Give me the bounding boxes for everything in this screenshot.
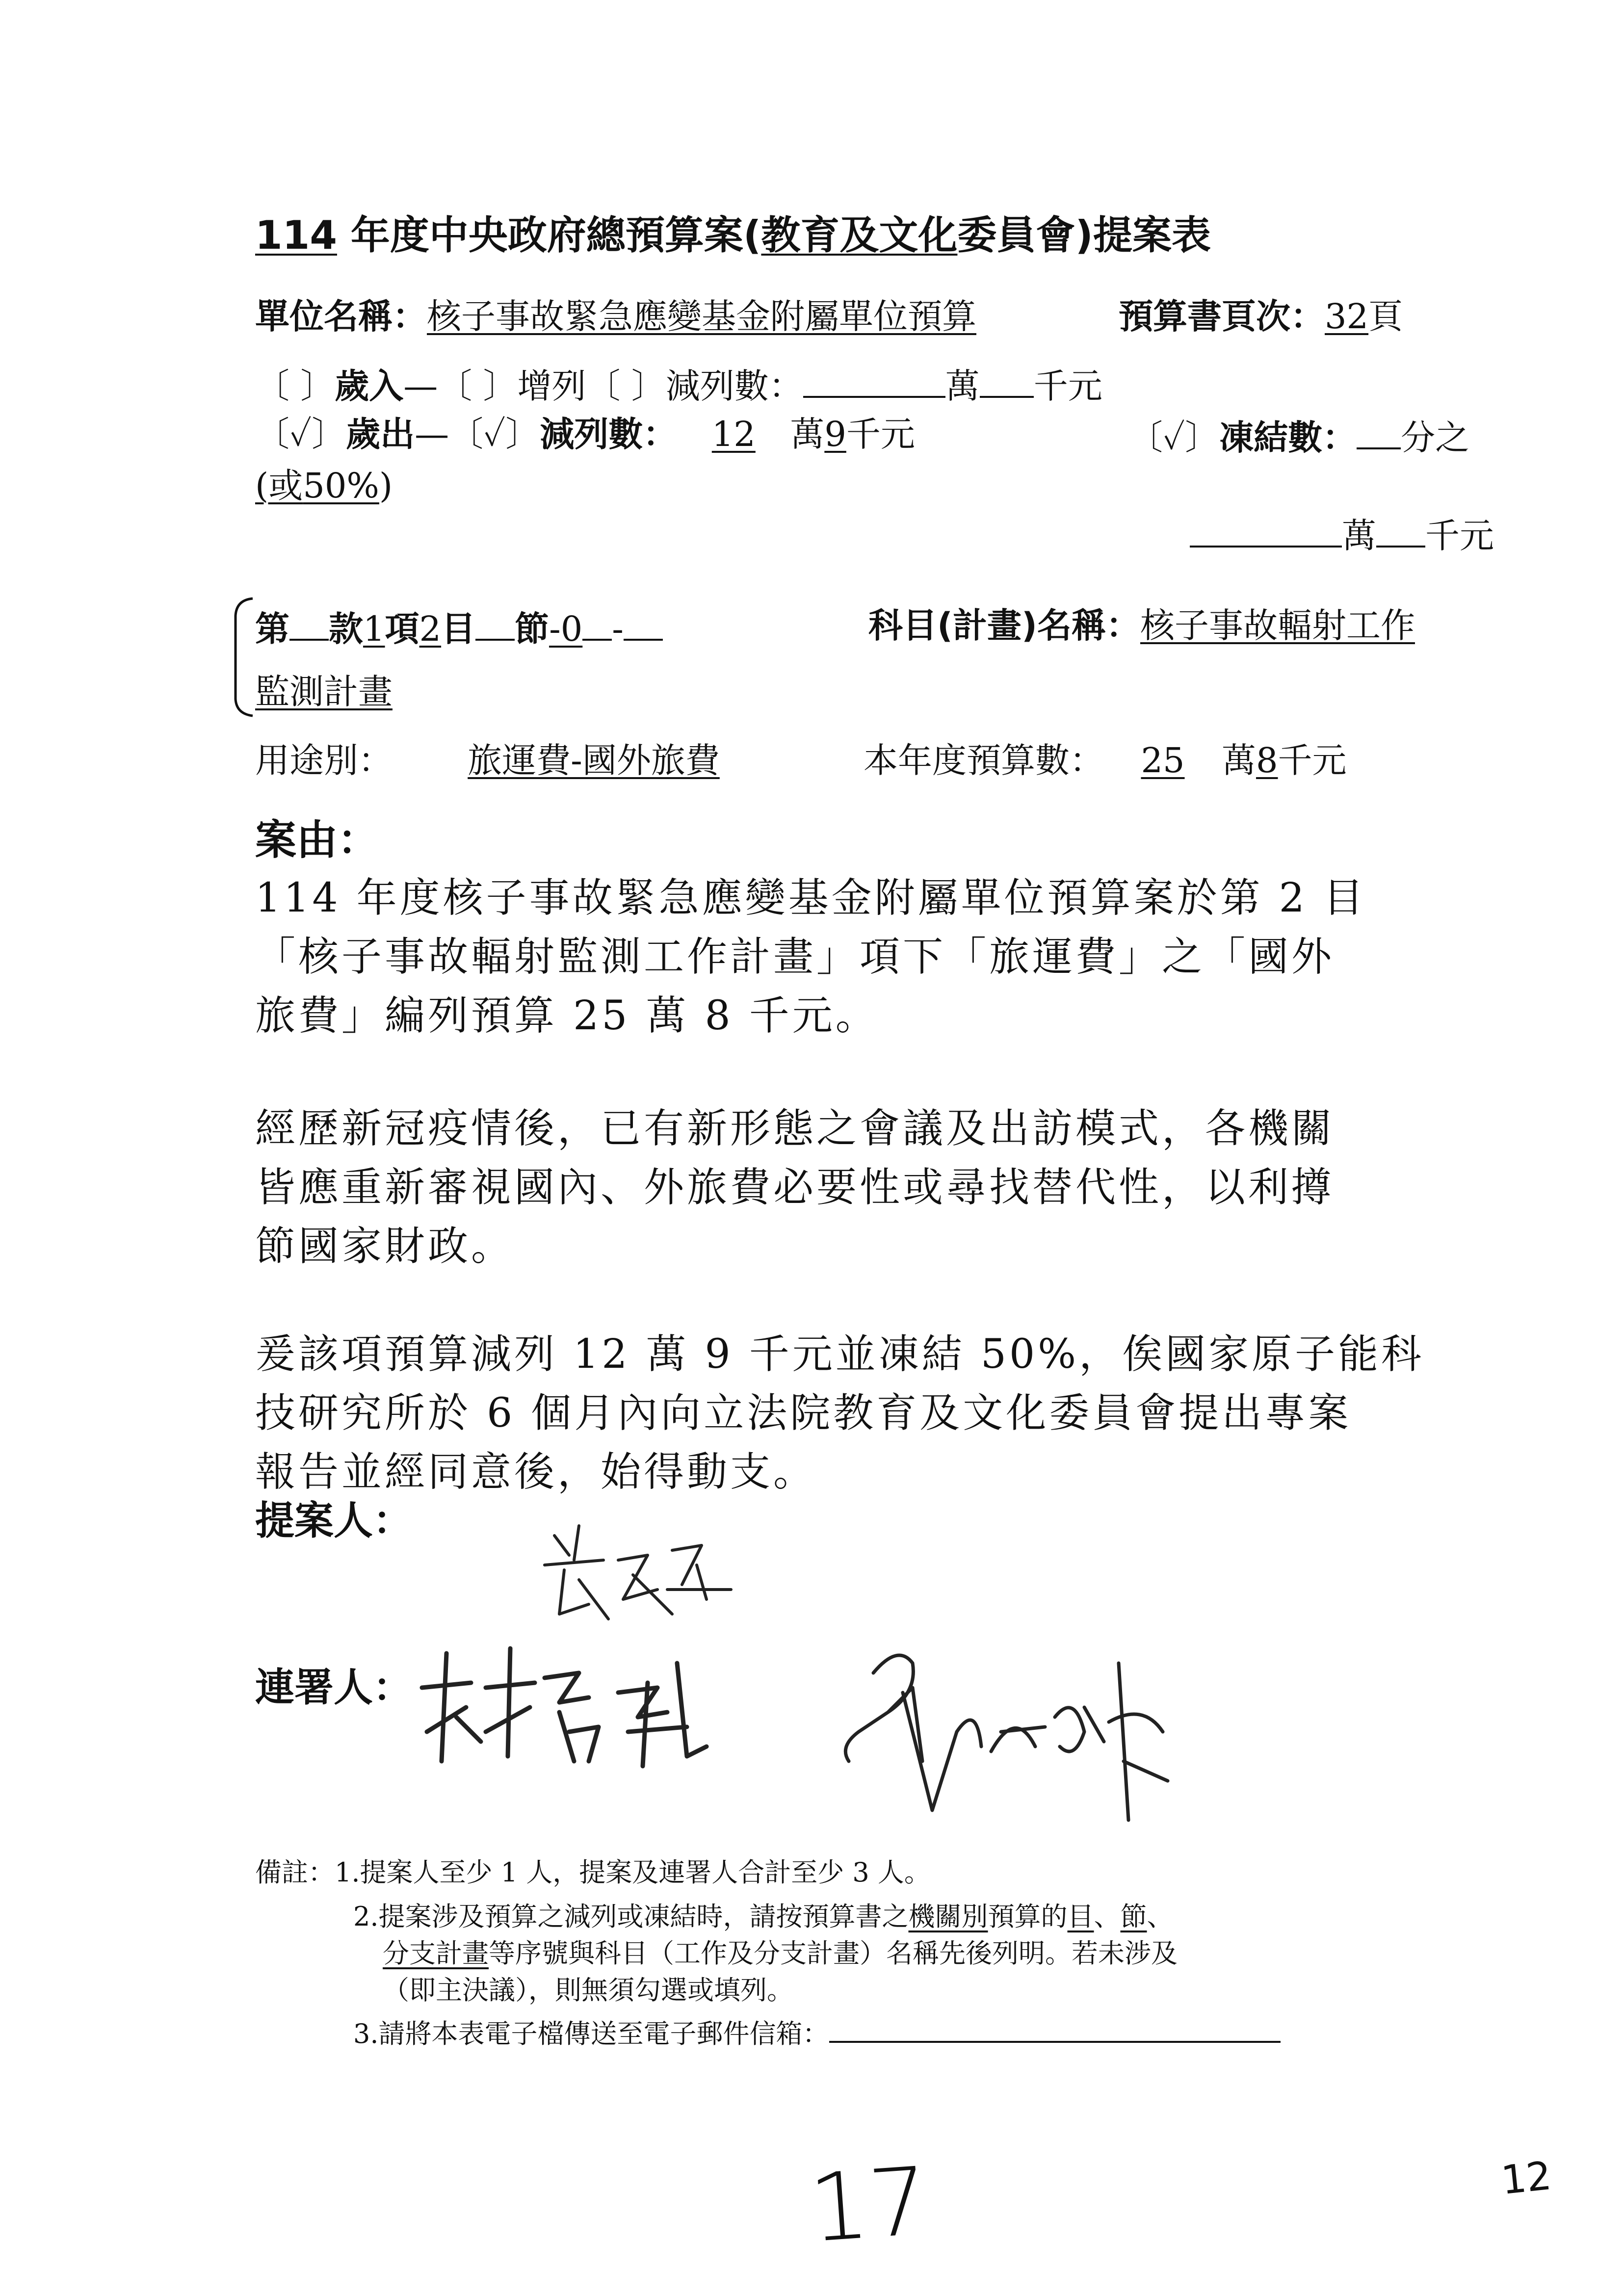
note-2-sep2: 、	[1147, 1901, 1174, 1932]
dash: -	[612, 609, 624, 649]
fraction-label: 分之	[1401, 417, 1470, 458]
subject-value: 核子事故輻射工作	[1140, 605, 1415, 646]
kuan-suffix: 款	[329, 609, 363, 649]
page-ref-label: 預算書頁次：	[1119, 296, 1325, 337]
email-blank	[829, 2016, 1281, 2043]
jie-number: -0	[549, 609, 583, 649]
title-text: 年度中央政府總預算案(	[337, 212, 761, 258]
page-ref-value: 32	[1325, 296, 1369, 337]
note-2-text3: 等序號與科目（工作及分支計畫）名稱先後列明。若未涉及	[489, 1938, 1178, 1969]
revenue-qian-blank	[980, 365, 1034, 398]
revenue-line	[255, 365, 1102, 406]
freeze-ratio-line	[255, 466, 393, 506]
subject-line-2	[255, 672, 442, 712]
para3-line3: 報告並經同意後，始得動支。	[255, 1449, 817, 1495]
xiang-number: 1	[363, 609, 385, 649]
revenue-label: 歲入	[335, 366, 404, 406]
subject-line	[868, 605, 1415, 646]
reason-title: 案由：	[255, 816, 379, 864]
expense-checkbox: 〔✓〕	[255, 414, 346, 454]
freeze-ratio-close: )	[379, 466, 393, 506]
notes-line2	[353, 1901, 1174, 1932]
freeze-amount-line	[1190, 515, 1494, 556]
freeze-ratio-value: 50%	[303, 466, 379, 506]
item-bracket	[226, 596, 255, 719]
decrease-qian-value: 9	[824, 414, 846, 454]
freeze-blank	[1357, 417, 1401, 449]
unit-value: 核子事故緊急應變基金附屬單位預算	[427, 296, 976, 337]
expense-decrease-label: 減列數：	[540, 414, 678, 454]
proposer-signature-icon	[535, 1516, 741, 1644]
qian-unit: 千元	[1033, 366, 1102, 406]
para1-line1: 114 年度核子事故緊急應變基金附屬單位預算案於第 2 目	[255, 875, 1366, 921]
notes-label: 備註：	[255, 1857, 335, 1888]
revenue-checkbox: 〔 〕	[255, 366, 335, 406]
note-2-agency: 機關別	[908, 1901, 988, 1932]
budget-line	[864, 740, 1347, 781]
qian-unit: 千元	[1278, 740, 1347, 781]
para2-line1: 經歷新冠疫情後，已有新形態之會議及出訪模式，各機關	[255, 1105, 1335, 1152]
form-title	[255, 212, 1211, 258]
note-2-sep: 、	[1094, 1901, 1121, 1932]
unit-line	[255, 296, 976, 337]
title-year: 114	[255, 212, 337, 258]
budget-wan-value: 25	[1141, 740, 1185, 781]
unit-label: 單位名稱：	[255, 296, 427, 337]
corner-number: 12	[1499, 2152, 1554, 2204]
note-2-text: 2.提案涉及預算之減列或凍結時，請按預算書之	[353, 1901, 909, 1932]
revenue-wan-blank	[803, 365, 945, 398]
notes-line4: （即主決議），則無須勾選或填列。	[383, 1975, 793, 2006]
note-2-mu: 目	[1067, 1901, 1094, 1932]
budget-qian-value: 8	[1256, 740, 1278, 781]
increase-label: 增列	[517, 366, 586, 406]
qian-unit: 千元	[1425, 516, 1494, 556]
para2-line3: 節國家財政。	[255, 1223, 515, 1270]
usage-line	[255, 740, 795, 781]
jie-extra-blank	[582, 608, 612, 641]
para3-line2: 技研究所於 6 個月內向立法院教育及文化委員會提出專案	[255, 1390, 1352, 1436]
wan-unit: 萬	[1222, 740, 1256, 781]
mu-label: 目	[441, 609, 476, 649]
qian-unit: 千元	[846, 414, 915, 454]
note-2-text2: 預算的	[988, 1901, 1068, 1932]
note-2-branch-plan: 分支計畫	[383, 1938, 489, 1969]
page-ref-suffix: 頁	[1368, 296, 1403, 337]
note-2-jie: 節	[1120, 1901, 1147, 1932]
freeze-ratio-open: (或	[255, 466, 303, 506]
wan-unit: 萬	[790, 414, 825, 454]
para3-line1: 爰該項預算減列 12 萬 9 千元並凍結 50%，俟國家原子能科	[255, 1331, 1425, 1378]
dash: —	[415, 414, 449, 454]
subject-value-2: 監測計畫	[255, 672, 393, 712]
kuan-blank	[289, 608, 329, 641]
subject-label: 科目(計畫)名稱：	[868, 605, 1140, 646]
para2-line2: 皆應重新審視國內、外旅費必要性或尋找替代性，以利撙	[255, 1164, 1335, 1211]
expense-line	[255, 414, 915, 454]
notes-line1	[255, 1859, 931, 1886]
kuan-label: 第	[255, 609, 289, 649]
decrease-wan-value: 12	[711, 414, 756, 454]
budget-label: 本年度預算數：	[864, 740, 1104, 781]
para1-line3: 旅費」編列預算 25 萬 8 千元。	[255, 992, 879, 1039]
dash: —	[403, 366, 438, 406]
freeze-checkbox: 〔✓〕	[1128, 417, 1220, 458]
usage-value: 旅運費-國外旅費	[468, 740, 720, 781]
decrease-checkbox: 〔 〕	[586, 366, 666, 406]
title-text-end: 委員會)提案表	[957, 212, 1211, 258]
decrease-label: 減列數：	[665, 366, 803, 406]
jie-label: 節	[515, 609, 550, 649]
freeze-wan-blank	[1190, 515, 1342, 548]
notes-line3	[383, 1940, 1178, 1967]
note-1: 1.提案人至少 1 人，提案及連署人合計至少 3 人。	[335, 1857, 931, 1888]
freeze-qian-blank	[1376, 515, 1425, 548]
note-3: 3.請將本表電子檔傳送至電子郵件信箱：	[353, 2018, 829, 2049]
jie-blank	[475, 608, 515, 641]
increase-checkbox: 〔 〕	[438, 366, 518, 406]
page-number: 17	[806, 2146, 932, 2264]
expense-label: 歲出	[346, 414, 415, 454]
xiang-label: 項	[385, 609, 419, 649]
freeze-line	[1128, 417, 1470, 458]
item-line	[255, 608, 663, 649]
sub-blank	[624, 608, 663, 641]
expense-decrease-checkbox: 〔✓〕	[449, 414, 540, 454]
usage-label: 用途別：	[255, 740, 393, 781]
page-ref	[1119, 296, 1403, 337]
para1-line2: 「核子事故輻射監測工作計畫」項下「旅運費」之「國外	[255, 934, 1335, 980]
notes-line5	[353, 2016, 1281, 2047]
wan-unit: 萬	[1342, 516, 1376, 556]
proposer-label: 提案人：	[255, 1498, 412, 1543]
cosigner-signature-2-icon	[829, 1634, 1202, 1840]
cosigner-label: 連署人：	[255, 1665, 412, 1710]
cosigner-signature-1-icon	[412, 1634, 746, 1781]
freeze-label: 凍結數：	[1219, 417, 1357, 458]
mu-number: 2	[419, 609, 442, 649]
wan-unit: 萬	[945, 366, 980, 406]
title-committee: 教育及文化	[761, 212, 958, 258]
